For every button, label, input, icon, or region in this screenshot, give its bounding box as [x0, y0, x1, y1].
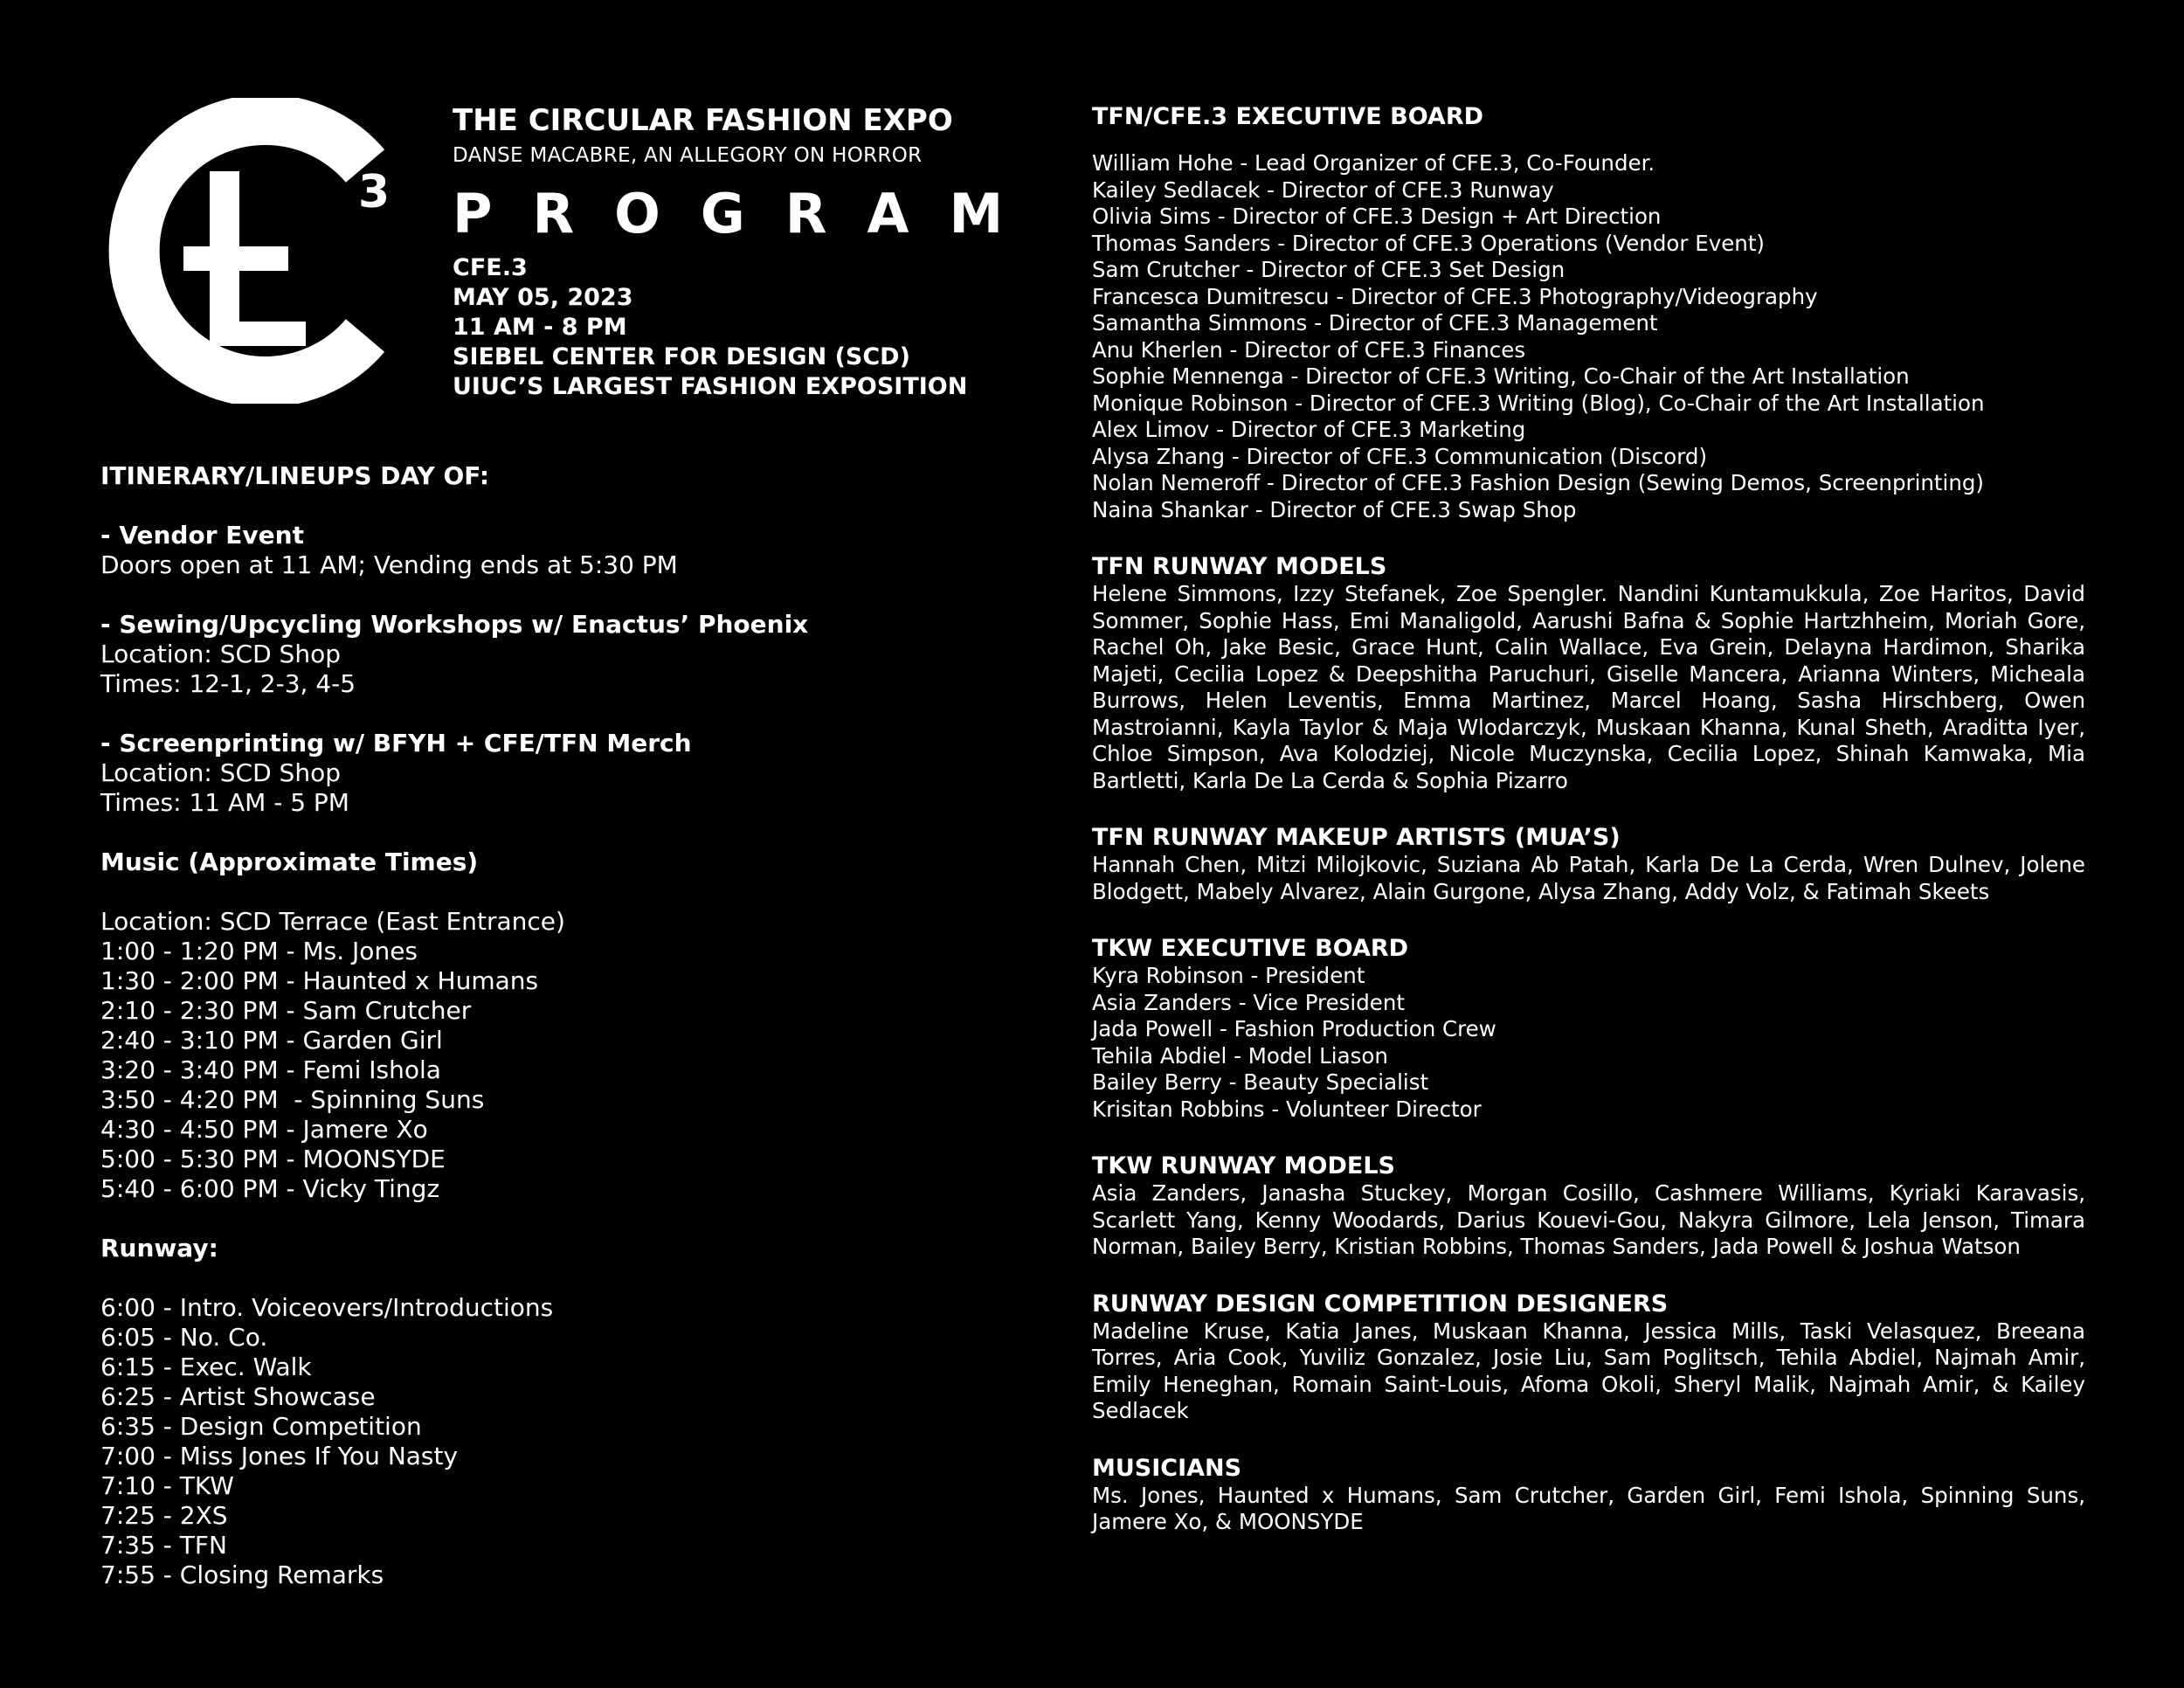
- executive-board-section: [1092, 103, 2085, 523]
- credits-column: [1092, 103, 2085, 1566]
- runway-slot: 7:35 - TFN: [100, 1531, 227, 1560]
- designers-title: RUNWAY DESIGN COMPETITION DESIGNERS: [1092, 1290, 1669, 1318]
- itinerary-heading: ITINERARY/LINEUPS DAY OF:: [100, 461, 490, 490]
- tfn-mua-list: Hannah Chen, Mitzi Milojkovic, Suziana Ab Patah, Karla De La Cerda, Wren Dulnev, Jolene Blodgett, Mabely Alvarez, Alain Gurgone, Alysa Zhang, Addy Volz, & Fatimah Skeets: [1092, 852, 2085, 904]
- music-slot: 2:10 - 2:30 PM - Sam Crutcher: [100, 996, 472, 1025]
- runway-slot: 6:25 - Artist Showcase: [100, 1382, 376, 1411]
- event-info-line: CFE.3: [453, 254, 528, 281]
- program-heading: PROGRAM: [453, 182, 1044, 246]
- tfn-models-section: [1092, 553, 2085, 794]
- runway-slot: 7:00 - Miss Jones If You Nasty: [100, 1442, 459, 1470]
- board-member: Sam Crutcher - Director of CFE.3 Set Design: [1092, 257, 1565, 282]
- tfn-mua-section: [1092, 824, 2085, 905]
- board-member: Anu Kherlen - Director of CFE.3 Finances: [1092, 336, 1526, 363]
- executive-board-title: TFN/CFE.3 EXECUTIVE BOARD: [1092, 103, 1484, 130]
- tkw-board-member: Krisitan Robbins - Volunteer Director: [1092, 1096, 1482, 1122]
- tkw-board-title: TKW EXECUTIVE BOARD: [1092, 935, 1409, 962]
- music-location: Location: SCD Terrace (East Entrance): [100, 907, 565, 936]
- music-slot: 5:00 - 5:30 PM - MOONSYDE: [100, 1145, 446, 1173]
- runway-slot: 6:05 - No. Co.: [100, 1323, 268, 1352]
- tkw-board-member: Tehila Abdiel - Model Liason: [1092, 1042, 1388, 1069]
- expo-title: THE CIRCULAR FASHION EXPO: [453, 103, 953, 138]
- tfn-models-list: Helene Simmons, Izzy Stefanek, Zoe Spengler. Nandini Kuntamukkula, Zoe Haritos, David Sommer, Sophie Hass, Emi Manaligold, Aarushi Bafna & Sophie Hartzhheim, Moriah Gore, Rachel Oh, Jake Besic, Grace Hunt, Calin Wallace, Eva Grein, Delayna Hardimon, Sharika Majeti, Cecilia Lopez & Deepshitha Paruchuri, Giselle Mancera, Arianna Winters, Micheala Burrows, Helen Leventis, Emma Martinez, Marcel Hoang, Sasha Hirschberg, Owen Mastroianni, Kayla Taylor & Maja Wlodarczyk, Muskaan Khanna, Kunal Sheth, Araditta Iyer, Chloe Simpson, Ava Kolodziej, Nicole Muczynska, Cecilia Lopez, Shinah Kamwaka, Mia Bartletti, Karla De La Cerda & Sophia Pizarro: [1092, 581, 2085, 793]
- board-member: Alysa Zhang - Director of CFE.3 Communication (Discord): [1092, 443, 1708, 469]
- itinerary-column: [100, 461, 1053, 1590]
- tkw-board-member: Kyra Robinson - President: [1092, 963, 1365, 988]
- music-slot: 5:40 - 6:00 PM - Vicky Tingz: [100, 1174, 440, 1203]
- vendor-title: - Vendor Event: [100, 521, 304, 550]
- expo-subtitle: DANSE MACABRE, AN ALLEGORY ON HORROR: [453, 144, 923, 167]
- tkw-board-section: [1092, 935, 2085, 1123]
- board-member: Sophie Mennenga - Director of CFE.3 Writing, Co-Chair of the Art Installation: [1092, 363, 1910, 389]
- screenprint-line: Location: SCD Shop: [100, 758, 341, 787]
- music-title: Music (Approximate Times): [100, 847, 479, 876]
- board-member: Kailey Sedlacek - Director of CFE.3 Runway: [1092, 176, 1554, 203]
- designers-section: [1092, 1290, 2085, 1425]
- tkw-board-member: Asia Zanders - Vice President: [1092, 989, 1405, 1015]
- sewing-line: Times: 12-1, 2-3, 4-5: [100, 669, 356, 698]
- musicians-section: [1092, 1455, 2085, 1536]
- event-info-line: UIUC’S LARGEST FASHION EXPOSITION: [453, 373, 968, 400]
- music-slot: 2:40 - 3:10 PM - Garden Girl: [100, 1026, 443, 1055]
- screenprint-line: Times: 11 AM - 5 PM: [100, 788, 349, 817]
- board-member: Monique Robinson - Director of CFE.3 Writing (Blog), Co-Chair of the Art Installation: [1092, 390, 1985, 416]
- tfn-mua-title: TFN RUNWAY MAKEUP ARTISTS (MUA’S): [1092, 824, 1621, 851]
- runway-slot: 6:00 - Intro. Voiceovers/Introductions: [100, 1293, 554, 1322]
- event-info-line: MAY 05, 2023: [453, 284, 633, 311]
- runway-slot: 7:55 - Closing Remarks: [100, 1560, 384, 1589]
- runway-slot: 6:35 - Design Competition: [100, 1412, 422, 1441]
- tfn-models-title: TFN RUNWAY MODELS: [1092, 553, 1387, 580]
- tkw-models-title: TKW RUNWAY MODELS: [1092, 1152, 1395, 1180]
- board-member: William Hohe - Lead Organizer of CFE.3, Co-Founder.: [1092, 150, 1655, 176]
- music-slot: 3:50 - 4:20 PM - Spinning Suns: [100, 1085, 485, 1114]
- board-member: Olivia Sims - Director of CFE.3 Design + Art Direction: [1092, 204, 1662, 229]
- logo-f-bar-shape: [183, 246, 288, 271]
- cfe3-logo: [87, 98, 402, 404]
- musicians-title: MUSICIANS: [1092, 1454, 1242, 1482]
- board-member: Samantha Simmons - Director of CFE.3 Management: [1092, 310, 1658, 336]
- tkw-board-member: Jada Powell - Fashion Production Crew: [1092, 1016, 1496, 1041]
- runway-slot: 6:15 - Exec. Walk: [100, 1352, 312, 1381]
- event-info: [453, 253, 1012, 402]
- event-info-line: SIEBEL CENTER FOR DESIGN (SCD): [453, 343, 910, 370]
- tkw-board-member: Bailey Berry - Beauty Specialist: [1092, 1069, 1429, 1095]
- event-info-line: 11 AM - 8 PM: [453, 314, 627, 341]
- logo-e-bar-shape: [210, 322, 306, 346]
- screenprint-title: - Screenprinting w/ BFYH + CFE/TFN Merch: [100, 729, 692, 758]
- board-member: Francesca Dumitrescu - Director of CFE.3 Photography/Videography: [1092, 283, 1818, 309]
- vendor-line: Doors open at 11 AM; Vending ends at 5:30 PM: [100, 550, 678, 579]
- board-member: Thomas Sanders - Director of CFE.3 Operations (Vendor Event): [1092, 230, 1765, 256]
- logo-superscript: 3: [358, 166, 390, 218]
- music-slot: 1:30 - 2:00 PM - Haunted x Humans: [100, 966, 539, 995]
- music-slot: 3:20 - 3:40 PM - Femi Ishola: [100, 1055, 441, 1084]
- tkw-models-section: [1092, 1152, 2085, 1261]
- program-header: [453, 101, 1044, 402]
- music-slot: 4:30 - 4:50 PM - Jamere Xo: [100, 1115, 428, 1144]
- runway-slot: 7:10 - TKW: [100, 1471, 234, 1500]
- tkw-models-list: Asia Zanders, Janasha Stuckey, Morgan Cosillo, Cashmere Williams, Kyriaki Karavasis, Scarlett Yang, Kenny Woodards, Darius Kouevi-Gou, Nakyra Gilmore, Lela Jenson, Timara Norman, Bailey Berry, Kristian Robbins, Thomas Sanders, Jada Powell & Joshua Watson: [1092, 1180, 2085, 1259]
- board-member: Naina Shankar - Director of CFE.3 Swap Shop: [1092, 496, 1577, 522]
- sewing-line: Location: SCD Shop: [100, 640, 341, 668]
- musicians-list: Ms. Jones, Haunted x Humans, Sam Crutcher, Garden Girl, Femi Ishola, Spinning Suns, Jamere Xo, & MOONSYDE: [1092, 1482, 2085, 1534]
- runway-slot: 7:25 - 2XS: [100, 1501, 228, 1530]
- music-slot: 1:00 - 1:20 PM - Ms. Jones: [100, 937, 418, 965]
- sewing-title: - Sewing/Upcycling Workshops w/ Enactus’ Phoenix: [100, 610, 809, 639]
- designers-list: Madeline Kruse, Katia Janes, Muskaan Khanna, Jessica Mills, Taski Velasquez, Breeana Torres, Aria Cook, Yuviliz Gonzalez, Josie Liu, Sam Poglitsch, Tehila Abdiel, Najmah Amir, Emily Heneghan, Romain Saint-Louis, Afoma Okoli, Sheryl Malik, Najmah Amir, & Kailey Sedlacek: [1092, 1318, 2085, 1423]
- board-member: Nolan Nemeroff - Director of CFE.3 Fashion Design (Sewing Demos, Screenprinting): [1092, 470, 1984, 495]
- board-member: Alex Limov - Director of CFE.3 Marketing: [1092, 417, 1526, 442]
- runway-title: Runway:: [100, 1234, 218, 1263]
